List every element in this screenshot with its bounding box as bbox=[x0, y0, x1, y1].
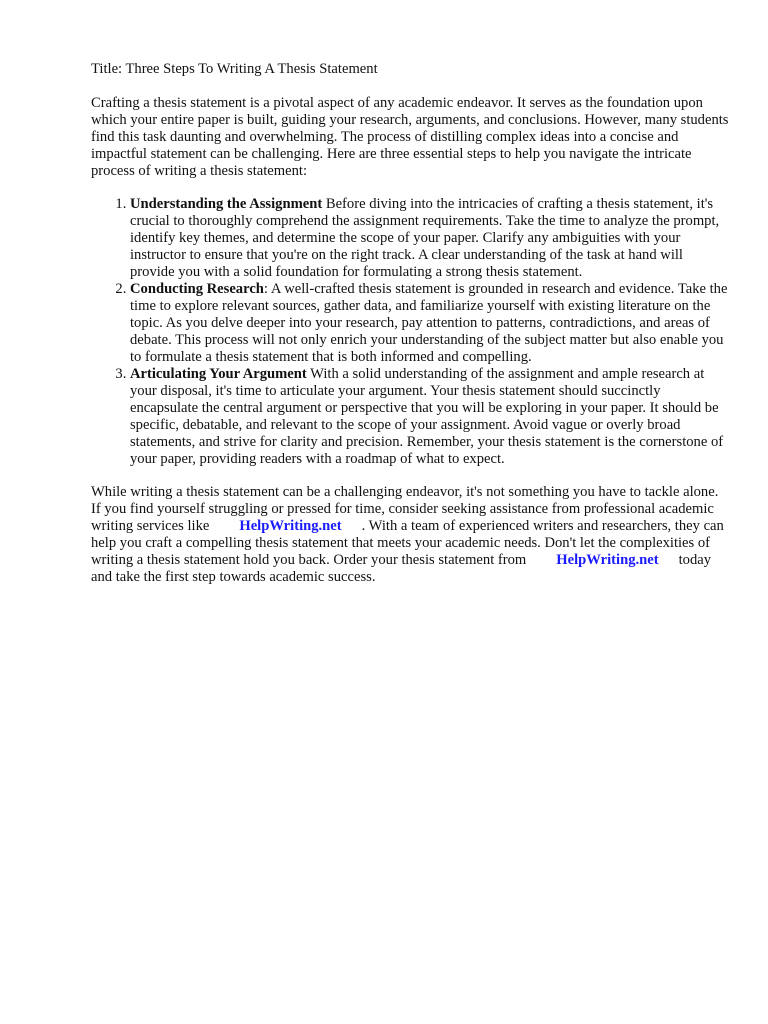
closing-paragraph bbox=[91, 484, 731, 586]
step-body: With a solid understanding of the assignment and ample research at your disposal, it's time to articulate your argument. Your thesis statement should succinctly encapsulate the central argument or perspective that you will be exploring in your paper. It should be specific, debatable, and relevant to the scope of your assignment. Avoid vague or overly broad statements, and strive for clarity and precision. Remember, your thesis statement is the cornerstone of your paper, providing readers with a roadmap of what to expect. bbox=[130, 366, 724, 467]
step-body: Before diving into the intricacies of crafting a thesis statement, it's crucial to thoroughly comprehend the assignment requirements. Take the time to analyze the prompt, identify key themes, and determine the scope of your paper. Clarify any ambiguities with your instructor to ensure that you're on the right track. A clear understanding of the task at hand will provide you with a solid foundation for formulating a strong thesis statement. bbox=[130, 196, 720, 280]
closing-text-1: While writing a thesis statement can be a challenging endeavor, it's not something you have to tackle alone. If you find yourself struggling or pressed for time, consider seeking assistance from professional academic writing services like bbox=[91, 484, 719, 534]
document-page bbox=[91, 61, 731, 586]
list-item bbox=[130, 366, 731, 468]
closing-text-3: today and take the first step towards academic success. bbox=[91, 552, 712, 585]
step-heading: Understanding the Assignment bbox=[130, 196, 323, 212]
list-item bbox=[130, 196, 731, 281]
closing-text-2: . With a team of experienced writers and researchers, they can help you craft a compelling thesis statement that meets your academic needs. Don't let the complexities of writing a thesis statement hold you back. Order your thesis statement from bbox=[91, 518, 724, 568]
step-separator: : bbox=[263, 281, 271, 297]
document-title: Title: Three Steps To Writing A Thesis Statement bbox=[91, 61, 378, 77]
helpwriting-link[interactable]: HelpWriting.net bbox=[239, 518, 342, 534]
intro-paragraph: Crafting a thesis statement is a pivotal aspect of any academic endeavor. It serves as the foundation upon which your entire paper is built, guiding your research, arguments, and conclusions. However, many students find this task daunting and overwhelming. The process of distilling complex ideas into a concise and impactful statement can be challenging. Here are three essential steps to help you navigate the intricate process of writing a thesis statement: bbox=[91, 95, 729, 179]
step-body: A well-crafted thesis statement is grounded in research and evidence. Take the time to explore relevant sources, gather data, and familiarize yourself with existing literature on the topic. As you delve deeper into your research, pay attention to patterns, contradictions, and areas of debate. This process will not only enrich your understanding of the subject matter but also enable you to formulate a thesis statement that is both informed and compelling. bbox=[130, 281, 728, 365]
helpwriting-link[interactable]: HelpWriting.net bbox=[556, 552, 659, 568]
list-item bbox=[130, 281, 731, 366]
steps-list bbox=[91, 196, 731, 468]
step-heading: Conducting Research bbox=[130, 281, 264, 297]
step-heading: Articulating Your Argument bbox=[130, 366, 307, 382]
